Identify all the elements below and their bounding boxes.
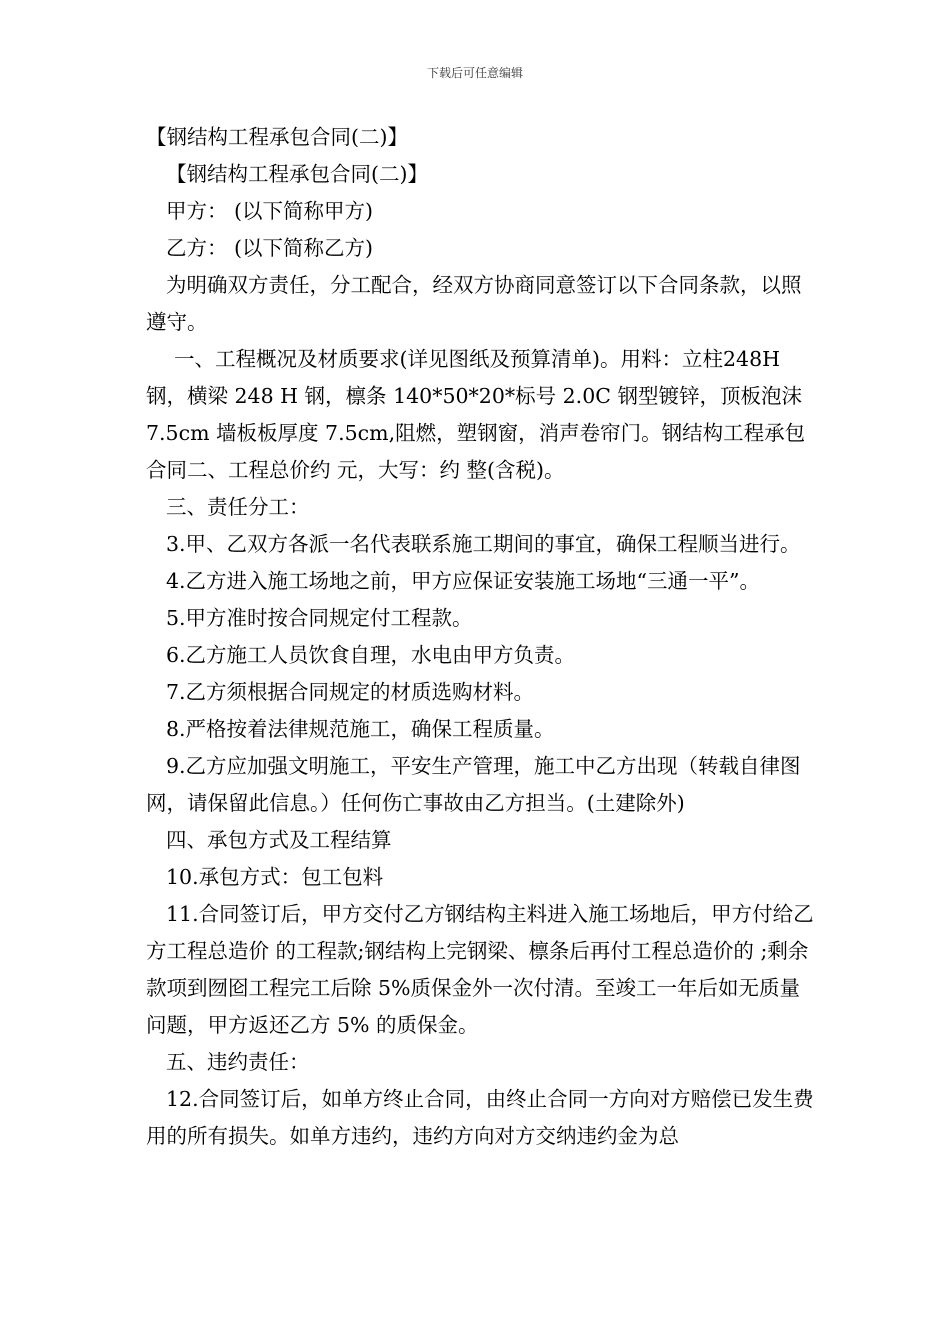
doc-subtitle: 【钢结构工程承包合同(二)】 [166, 162, 428, 186]
clause-4: 4.乙方进入施工场地之前，甲方应保证安装施工场地“三通一平”。 [166, 569, 761, 593]
clause-3: 3.甲、乙双方各派一名代表联系施工期间的事宜，确保工程顺当进行。 [166, 532, 801, 556]
section-3-heading: 三、责任分工： [166, 495, 310, 519]
clause-9: 9.乙方应加强文明施工，平安生产管理，施工中乙方出现（转载自律图网，请保留此信息。）任何伤亡事故由乙方担当。(土建除外) [146, 754, 801, 815]
party-b-line: 乙方： (以下简称乙方) [166, 236, 374, 260]
preamble-paragraph: 为明确双方责任，分工配合，经双方协商同意签订以下合同条款，以照遵守。 [146, 273, 802, 334]
clause-10: 10.承包方式：包工包料 [166, 865, 384, 889]
section-5-heading: 五、违约责任： [166, 1050, 310, 1074]
document-body [146, 119, 818, 1155]
clause-11: 11.合同签订后，甲方交付乙方钢结构主料进入施工场地后，甲方付给乙方工程总造价 的工程款;钢结构上完钢梁、檩条后再付工程总造价的 ;剩余款项到囫囵工程完工后除 5%质保金外一次付清。至竣工一年后如无质量问题，甲方返还乙方 5% 的质保金。 [146, 902, 814, 1037]
section-1-paragraph: 一、工程概况及材质要求(详见图纸及预算清单)。用料：立柱248H 钢，横梁 248 H 钢，檩条 140*50*20*标号 2.0C 钢型镀锌，顶板泡沫 7.5cm 墙板板厚度 7.5cm,阻燃，塑钢窗，消声卷帘门。钢结构工程承包合同二、工程总价约 元，大写：约 整(含税)。 [146, 347, 806, 482]
clause-6: 6.乙方施工人员饮食自理，水电由甲方负责。 [166, 643, 576, 667]
clause-12: 12.合同签订后，如单方终止合同，由终止合同一方向对方赔偿已发生费用的所有损失。如单方违约，违约方向对方交纳违约金为总 [146, 1087, 814, 1148]
section-4-heading: 四、承包方式及工程结算 [166, 828, 392, 852]
clause-7: 7.乙方须根据合同规定的材质选购材料。 [166, 680, 535, 704]
page-header-note: 下载后可任意编辑 [426, 66, 523, 80]
clause-8: 8.严格按着法律规范施工，确保工程质量。 [166, 717, 555, 741]
clause-5: 5.甲方准时按合同规定付工程款。 [166, 606, 473, 630]
party-a-line: 甲方： (以下简称甲方) [166, 199, 374, 223]
doc-title: 【钢结构工程承包合同(二)】 [146, 125, 408, 149]
